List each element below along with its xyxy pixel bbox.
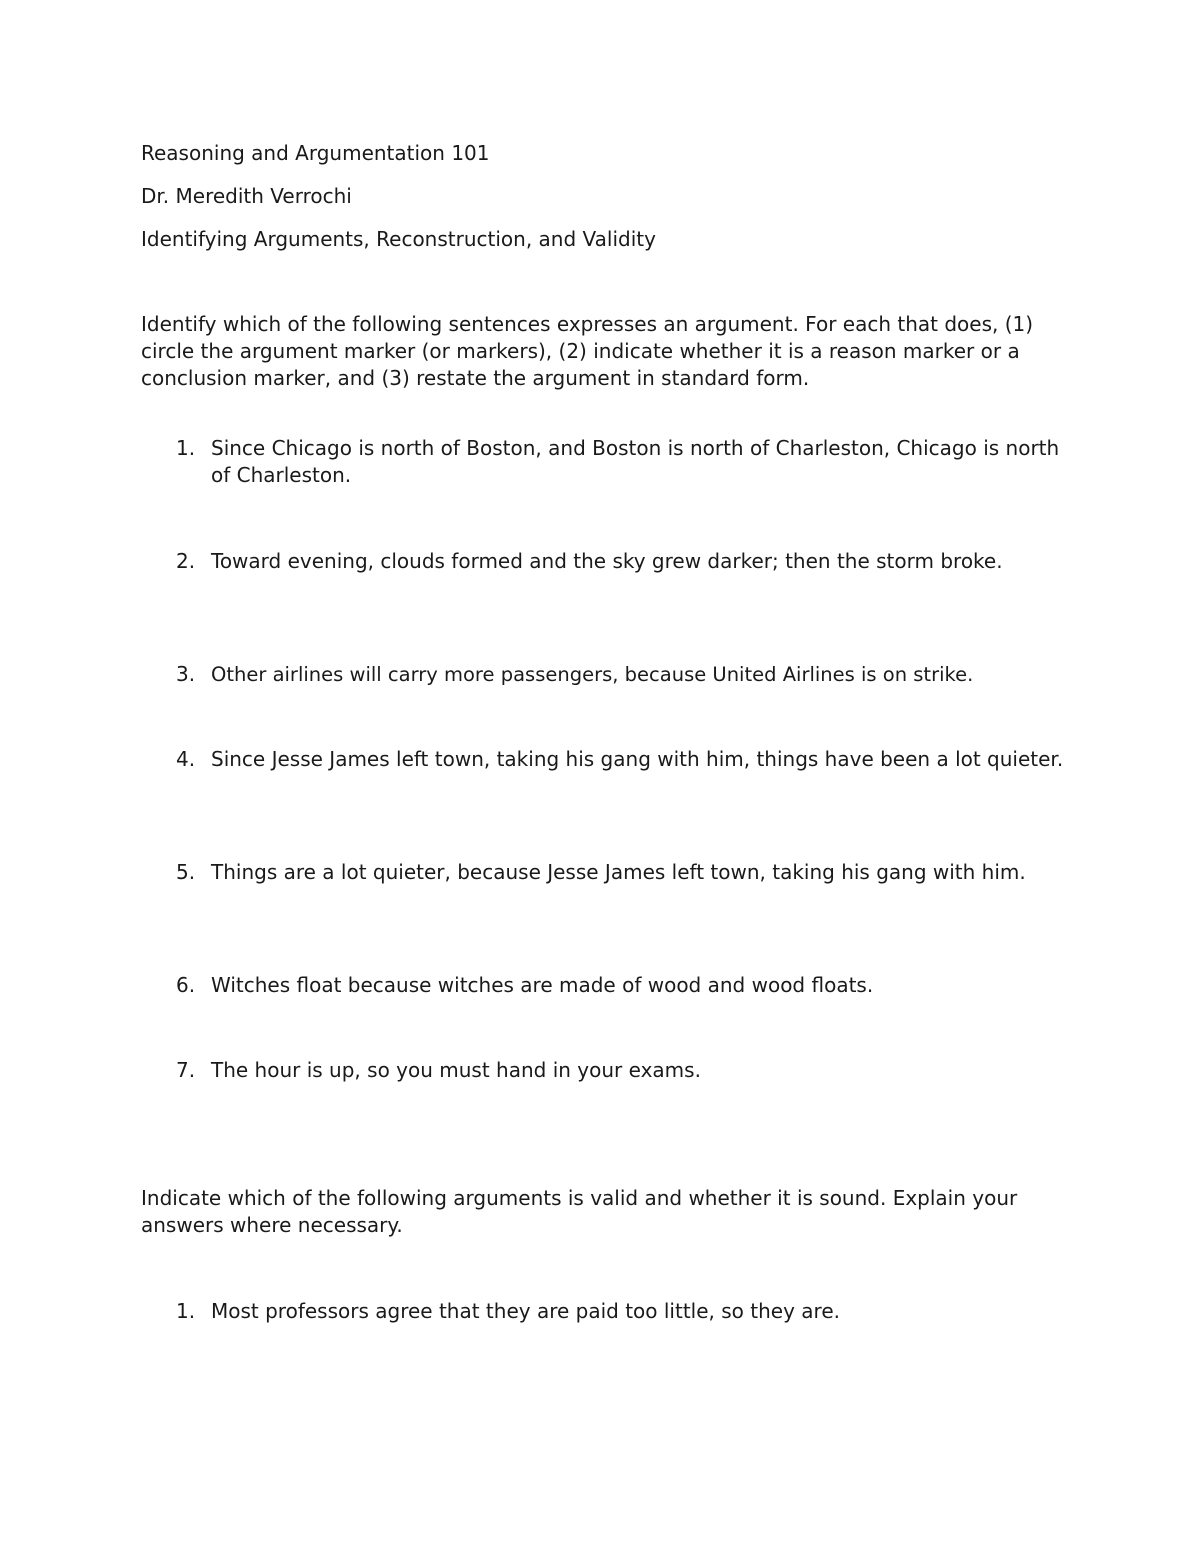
item-number: 2. <box>176 549 196 573</box>
instructor-name: Dr. Meredith Verrochi <box>141 184 352 208</box>
list-item <box>176 548 1066 575</box>
list-item <box>176 859 1066 886</box>
item-text: Witches float because witches are made of wood and wood floats. <box>211 973 874 997</box>
list-item <box>176 1298 1066 1325</box>
item-text: Things are a lot quieter, because Jesse James left town, taking his gang with him. <box>211 860 1026 884</box>
item-text: Other airlines will carry more passengers, because United Airlines is on strike. <box>211 663 974 686</box>
item-text: Most professors agree that they are paid too little, so they are. <box>211 1299 840 1323</box>
section1-instructions: Identify which of the following sentences expresses an argument. For each that does, (1) circle the argument marker (or markers), (2) indicate whether it is a reason marker or a conclusion marker, and (3) restate the argument in standard form. <box>141 312 1034 390</box>
item-number: 3. <box>176 662 196 686</box>
worksheet-topic: Identifying Arguments, Reconstruction, and Validity <box>141 227 656 251</box>
item-text: Since Chicago is north of Boston, and Boston is north of Charleston, Chicago is north of Charleston. <box>211 436 1060 487</box>
list-item <box>176 972 1066 999</box>
list-item <box>176 435 1066 489</box>
section2-instructions: Indicate which of the following arguments is valid and whether it is sound. Explain your answers where necessary. <box>141 1186 1018 1237</box>
item-number: 7. <box>176 1058 196 1082</box>
course-title: Reasoning and Argumentation 101 <box>141 141 490 165</box>
item-text: The hour is up, so you must hand in your exams. <box>211 1058 701 1082</box>
list-item <box>176 1057 1066 1084</box>
item-number: 1. <box>176 1299 196 1323</box>
item-text: Toward evening, clouds formed and the sky grew darker; then the storm broke. <box>211 549 1003 573</box>
item-number: 1. <box>176 436 196 460</box>
item-text: Since Jesse James left town, taking his gang with him, things have been a lot quieter. <box>211 747 1064 771</box>
list-item <box>176 661 1076 688</box>
item-number: 6. <box>176 973 196 997</box>
list-item <box>176 746 1066 773</box>
item-number: 4. <box>176 747 196 771</box>
item-number: 5. <box>176 860 196 884</box>
